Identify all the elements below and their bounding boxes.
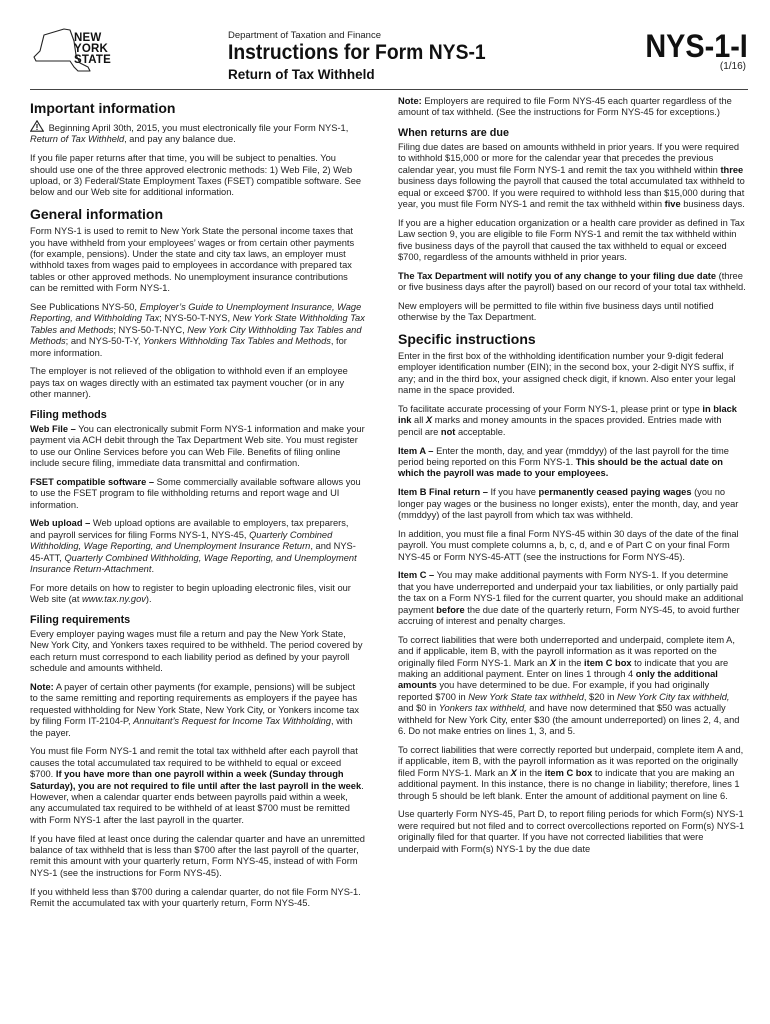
bold-text: five [664,199,681,210]
italic-text: Annuitant’s Request for Income Tax Withholding [133,716,332,727]
bold-text: X [549,657,557,668]
bold-text: Item B Final return – [398,487,488,498]
title-prefix: Instructions for Form [228,41,429,64]
department-name: Department of Taxation and Finance [228,30,381,41]
italic-text: New York State tax withheld [468,691,584,702]
important-info-heading: Important information [30,100,176,116]
due-date-paragraph: The Tax Department will notify you of any change to your filing due date (three or five business days after the payroll) based on our record of your total tax withheld. [398,270,746,293]
warning-icon [30,120,44,132]
bold-text: Item A – [398,445,434,456]
item-c-paragraph: Item C – You may make additional payments with Form NYS-1. If you determine that you have underreported and underpaid your tax liabilities, or only partially paid the tax on a Form NYS-1 filed for the current quarter, you should make an additional payment before the due date of the quarterly return, Form NYS-45, to avoid further accruing of interest and penalty charges. [398,570,744,626]
italic-text: Quarterly Combined Withholding, Wage Reporting, and Unemployment Insurance Return [30,529,333,552]
general-info-paragraph: Form NYS-1 is used to remit to New York State the personal income taxes that you have withheld from your employees’ wages or from certain other payments (for example, pensions). Under the state and city tax laws, an employer must withhold taxes from wages paid to employees in accordance with prepared tax tables or other approved methods. No unemployment insurance contributions can be remitted with Form NYS-1. [30,226,355,294]
note-paragraph: Note: Employers are required to file Form NYS-45 each quarter regardless of the amount of tax withheld. (See the instructions for Form NYS-45 for exceptions.) [398,96,732,118]
filing-requirements-paragraph: You must file Form NYS-1 and remit the total tax withheld after each payroll that causes the total accumulated tax required to be withheld to equal or exceed $700. If you have more than one payroll within a week (Sunday through Saturday), you are not required to file until after the last payroll in the week. However, when a calendar quarter ends between payrolls paid within a week, any accumulated tax required to be withheld of at least $700 must be remitted with Form NYS-1 after the last payroll in the quarter. [30,746,364,825]
when-returns-due-heading: When returns are due [398,126,509,139]
logo-text [74,33,111,66]
bold-text: before [436,604,465,615]
due-date-paragraph: Filing due dates are based on amounts withheld in prior years. If you were required to withhold $15,000 or more for the calendar year that precedes the previous calendar year, you must file Form NYS-1 and remit the tax you withheld within three business days following the payroll that caused the total accumulated tax withheld to equal or exceed $700. If you were required to withhold less than $15,000 during that year, you must file Form NYS-1 and remit the tax withheld within five business days. [398,141,745,210]
bold-text: only the additional amounts [398,669,718,691]
bold-text: Note: [30,681,54,692]
filing-requirements-heading: Filing requirements [30,613,131,626]
important-info-paragraph [30,120,365,146]
bold-text: in black ink [398,404,737,426]
general-info-paragraph: See Publications NYS-50, Employer’s Guide to Unemployment Insurance, Wage Reporting, and Withholding Tax; NYS-50-T-NYS, New York State Withholding Tax Tables and Methods; NYS-50-T-NYC, New York City Withholding Tax Tables and Methods; and NYS-50-T-Y, Yonkers Withholding Tax Tables and Methods, for more information. [30,302,365,358]
bold-text: X [425,415,433,426]
bold-text: If you have more than one payroll within a week (Sunday through Saturday), you are not required to file until after the last payroll in the week [30,769,362,791]
general-info-heading: General information [30,206,164,223]
web-file-paragraph: Web File – You can electronically submit Form NYS-1 information and make your payment via ACH debit through the Tax Department Web site. You must register to use our Online Services before you can Web File. Benefits of filing online include secure filing, immediate data transmittal and confirmation. [30,423,365,469]
specific-instructions-paragraph: Enter in the first box of the withholding identification number your 9-digit federal employer identification number (EIN); in the second box, your 2-digit NYS suffix, if any; and in the third box, your assigned check digit, if known. Also enter your legal name in the space provided. [398,351,736,396]
bold-text: three [720,164,744,175]
filing-requirements-paragraph: If you withheld less than $700 during a calendar quarter, do not file Form NYS-1. Remit the accumulated tax with your quarterly return, Form NYS-45. [30,886,361,908]
italic-text: www.tax.ny.gov [82,594,146,605]
logo-text-line: YORK [74,43,109,55]
italic-text: New York City tax withheld, [616,691,730,702]
filing-methods-heading: Filing methods [30,408,107,421]
italic-text: Yonkers Withholding Tax Tables and Methods [143,336,331,347]
bold-text: Item C – [398,570,435,581]
important-info-paragraph: If you file paper returns after that time, you will be subject to penalties. You should use one of the three approved electronic methods: 1) Web File, 2) Web upload, or 3) Federal/State Employment Taxes (FSET) compatible software. See below and our Web site for additional information. [30,153,362,198]
item-c-paragraph: Use quarterly Form NYS-45, Part D, to report filing periods for which Form(s) NYS-1 were required but not filed and to correct overcollections reported on Form(s) NYS-1 originally filed for that quarter. If you have not corrected liabilities that were underpaid with Form(s) NYS-1 by the due date [398,809,745,854]
bold-text: Web File – [30,423,76,434]
register-paragraph: For more details on how to register to begin uploading electronic files, visit our Web site (at www.tax.ny.gov). [30,582,351,605]
italic-text: New York City Withholding Tax Tables and Methods [30,324,362,347]
bold-text: item C box [544,767,593,778]
bold-text: FSET compatible software – [30,476,154,487]
item-b-paragraph: In addition, you must file a final Form NYS-45 within 30 days of the date of the final payroll. You must complete columns a, b, c, d, and e of Part C on your final Form NYS-45 or Form NYS-45-ATT (see the instructions for Form NYS-45). [398,528,739,562]
due-date-paragraph: If you are a higher education organization or a health care provider as defined in Tax Law section 9, you are eligible to file Form NYS-1 and remit the tax withheld within five business days of the payroll that caused the tax withheld to equal or exceed $700, regardless of the amounts withheld in prior years. [398,217,745,263]
italic-text: Quarterly Combined Withholding, Wage Reporting, and Unemployment Insurance Return-Attachment [30,552,357,575]
important-info-text: Beginning April 30th, 2015, you must electronically file your Form NYS-1, Return of Tax Withheld, and pay any balance due. [30,123,349,145]
page-title [228,41,486,65]
italic-text: Employer’s Guide to Unemployment Insurance, Wage Reporting, and Withholding Tax [30,302,362,324]
right-column [398,96,746,862]
page-subtitle: Return of Tax Withheld [228,67,375,82]
italic-text: Yonkers tax withheld, [438,703,527,714]
filing-requirements-paragraph: Every employer paying wages must file a return and pay the New York State, New York City, and Yonkers taxes required to be withheld. The period covered by each return must correspond to each liability period as defined by your payroll schedule and amounts withheld. [30,628,363,674]
revision-date: (1/16) [719,61,746,72]
header-divider [30,89,748,90]
bold-text: permanently ceased paying wages [538,487,692,498]
bold-text: not [440,426,456,437]
item-c-paragraph: To correct liabilities that were correctly reported but underpaid, complete item A and, if applicable, item B, with the payroll information as it was reported on the originally filed Form NYS-1. Mark an X in the item C box to indicate that you are making an additional payment. In this instance, there is no change in liability; therefore, lines 1 through 5 should be left blank. Enter the amount of additional payment on line 6. [398,744,744,801]
italic-text: Return of Tax Withheld [30,134,125,145]
logo-text-line: STATE [74,54,111,66]
filing-requirements-paragraph: If you have filed at least once during the calendar quarter and have an unremitted balance of tax withheld that is less than $700 after the last payroll of the quarter, remit this amount with your quarterly return, Form NYS-45, instead of with Form NYS-1 (see the instructions for Form NYS-45). [30,833,365,878]
logo-text-line: NEW [74,32,102,44]
bold-text: This should be the actual date on which the payroll was made to your employees. [398,457,723,479]
item-a-paragraph: Item A – Enter the month, day, and year (mmddyy) of the last payroll for the time period being reported on this Form NYS-1. This should be the actual date on which the payroll was made to your employees. [398,445,729,479]
fset-paragraph: FSET compatible software – Some commercially available software allows you to use the FSET program to file withholding returns and report wage and UI information. [30,476,361,510]
filing-requirements-paragraph: Note: A payer of certain other payments (for example, pensions) will be subject to the same remitting and reporting requirements as employers if the payee has requested withholding for New York State, New York City, or Yonkers income tax by filing Form IT-2104-P, Annuitant’s Request for Income Tax Withholding, with the payer. [30,681,360,738]
web-upload-paragraph: Web upload – Web upload options are available to employers, tax preparers, and payroll services for filing Forms NYS-1, NYS-45, Quarterly Combined Withholding, Wage Reporting, and Unemployment Insurance Return, and NYS-45-ATT, Quarterly Combined Withholding, Wage Reporting, and Unemployment Insurance Return-Attachment. [30,518,357,575]
title-form: NYS-1 [428,41,486,64]
item-c-paragraph: To correct liabilities that were both underreported and underpaid, complete item A, and if applicable, item B, with the payroll information as it was reported on the originally filed Form NYS-1. Mark an X in the item C box to indicate that you are making an additional payment. Enter on lines 1 through 4 only the additional amounts you have determined to be due. For example, if you had originally reported $700 in New York State tax withheld, $20 in New York City tax withheld, and $0 in Yonkers tax withheld, and have now determined that $50 was actually withheld for New York City, enter $30 (the amount underreported) on lines 2, 4, and 6. Do not make entries on lines 1, 3, and 5. [398,634,740,737]
item-b-paragraph: Item B Final return – If you have permanently ceased paying wages (you no longer pay wages or the business no longer exists), enter the month, day, and year (mmddyy) of the last payroll from which tax was withheld. [398,487,739,520]
bold-text: X [510,767,517,778]
general-info-paragraph: The employer is not relieved of the obligation to withhold even if an employee pays tax on wages directly with an estimated tax payment voucher (or in any other manner). [30,366,348,400]
specific-instructions-heading: Specific instructions [398,331,536,347]
italic-text: New York State Withholding Tax Tables and Methods [30,313,365,335]
bold-text: Note: [398,96,422,106]
nys-logo [30,27,130,87]
bold-text: Web upload – [30,518,91,529]
left-column [30,96,365,917]
due-date-paragraph: New employers will be permitted to file within five business days until notified otherwise by the Tax Department. [398,300,714,323]
form-number: NYS-1-I [645,28,748,64]
bold-text: The Tax Department will notify you of any change to your filing due date [398,270,717,281]
bold-text: item C box [584,657,632,668]
specific-instructions-paragraph: To facilitate accurate processing of your Form NYS-1, please print or type in black ink all X marks and money amounts in the spaces provided. Entries made with pencil are not acceptable. [398,404,737,437]
